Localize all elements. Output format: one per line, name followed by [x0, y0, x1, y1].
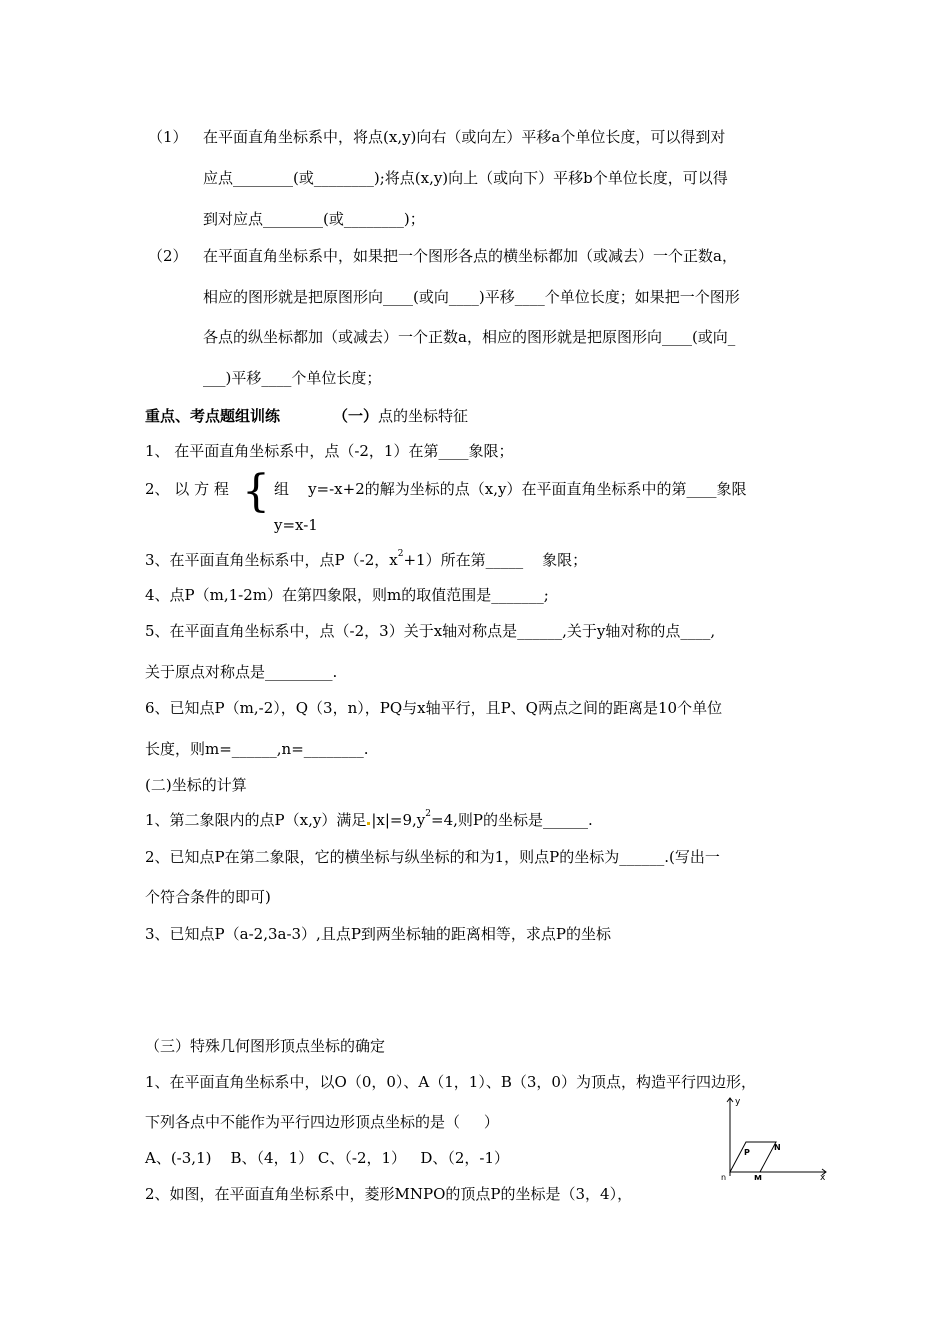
- s1-question-6-line2: 长度，则m=______,n=________.: [145, 740, 369, 758]
- s1-question-1: 1、 在平面直角坐标系中，点（-2，1）在第____象限；: [145, 442, 514, 460]
- x-axis-label: x: [820, 1173, 826, 1180]
- s1-question-4: 4、点P（m,1-2m）在第四象限，则m的取值范围是_______;: [145, 586, 549, 604]
- s3-question-1-line1: 1、在平面直角坐标系中，以O（0，0）、A（1，1）、B（3，0）为顶点，构造平行四边形，: [145, 1073, 756, 1091]
- item-number-1: （1）: [148, 128, 188, 146]
- intro-p2-line2: 相应的图形就是把原图形向____(或向____)平移____个单位长度；如果把一个图形: [203, 288, 740, 306]
- s2-question-3: 3、已知点P（a-2,3a-3）,且点P到两坐标轴的距离相等，求点P的坐标: [145, 925, 612, 943]
- intro-p1-line3: 到对应点________(或________)；: [203, 210, 425, 228]
- point-m-label: M: [754, 1174, 762, 1180]
- origin-label: n: [721, 1173, 727, 1180]
- rhombus-figure: [716, 1092, 832, 1180]
- s1-question-2-eq2: y=x-1: [274, 516, 318, 534]
- intro-p1-line1: 在平面直角坐标系中，将点(x,y)向右（或向左）平移a个单位长度，可以得到对: [203, 128, 726, 146]
- s1-question-2-prefix: 2、 以 方 程: [145, 480, 229, 498]
- point-n-label: N: [774, 1143, 781, 1152]
- rhombus-shape: [730, 1142, 776, 1172]
- s1-question-5-line1: 5、在平面直角坐标系中，点（-2，3）关于x轴对称点是______,关于y轴对称的点____,: [145, 622, 716, 640]
- intro-p2-line4: ___)平移____个单位长度；: [203, 369, 382, 387]
- s3-question-1-line2: 下列各点中不能作为平行四边形顶点坐标的是（ ）: [145, 1113, 499, 1131]
- s1-question-2-eq1: 组 y=-x+2的解为坐标的点（x,y）在平面直角坐标系中的第____象限: [274, 480, 747, 498]
- s2-question-2-line2: 个符合条件的即可): [145, 888, 271, 906]
- item-number-2: （2）: [148, 247, 188, 265]
- intro-p2-line3: 各点的纵坐标都加（或减去）一个正数a，相应的图形就是把原图形向____(或向_: [203, 328, 736, 346]
- s1-question-3: 3、在平面直角坐标系中，点P（-2，$x^2+1$）所在第_____ 象限；: [145, 549, 588, 569]
- s1-question-5-line2: 关于原点对称点是_________.: [145, 663, 338, 681]
- s2-question-1: 1、第二象限内的点P（x,y）满足 $|x|=9,y^2=4$,则P的坐标是______.: [145, 809, 593, 829]
- s2-question-2-line1: 2、已知点P在第二象限，它的横坐标与纵坐标的和为1，则点P的坐标为______.(写出一: [145, 848, 720, 866]
- intro-p1-line2: 应点________(或________);将点(x,y)向上（或向下）平移b个单位长度，可以得: [203, 169, 728, 187]
- point-p-label: P: [744, 1148, 750, 1157]
- s3-question-1-options: A、(-3,1) B、（4，1） C、（-2，1） D、（2，-1）: [145, 1149, 510, 1167]
- s3-question-2: 2、如图，在平面直角坐标系中，菱形MNPO的顶点P的坐标是（3，4），: [145, 1185, 633, 1203]
- section3-heading: （三）特殊几何图形顶点坐标的确定: [145, 1037, 386, 1055]
- section2-heading: (二)坐标的计算: [145, 776, 247, 794]
- intro-p2-line1: 在平面直角坐标系中，如果把一个图形各点的横坐标都加（或减去）一个正数a，: [203, 247, 737, 265]
- equation-brace: {: [242, 466, 270, 517]
- section1-heading: 重点、考点题组训练: [145, 407, 281, 425]
- s1-question-6-line1: 6、已知点P（m,-2），Q（3，n），PQ与x轴平行，且P、Q两点之间的距离是10个单位: [145, 699, 723, 717]
- section1-subheading: （一）点的坐标特征: [333, 407, 469, 425]
- y-axis-label: y: [735, 1097, 741, 1107]
